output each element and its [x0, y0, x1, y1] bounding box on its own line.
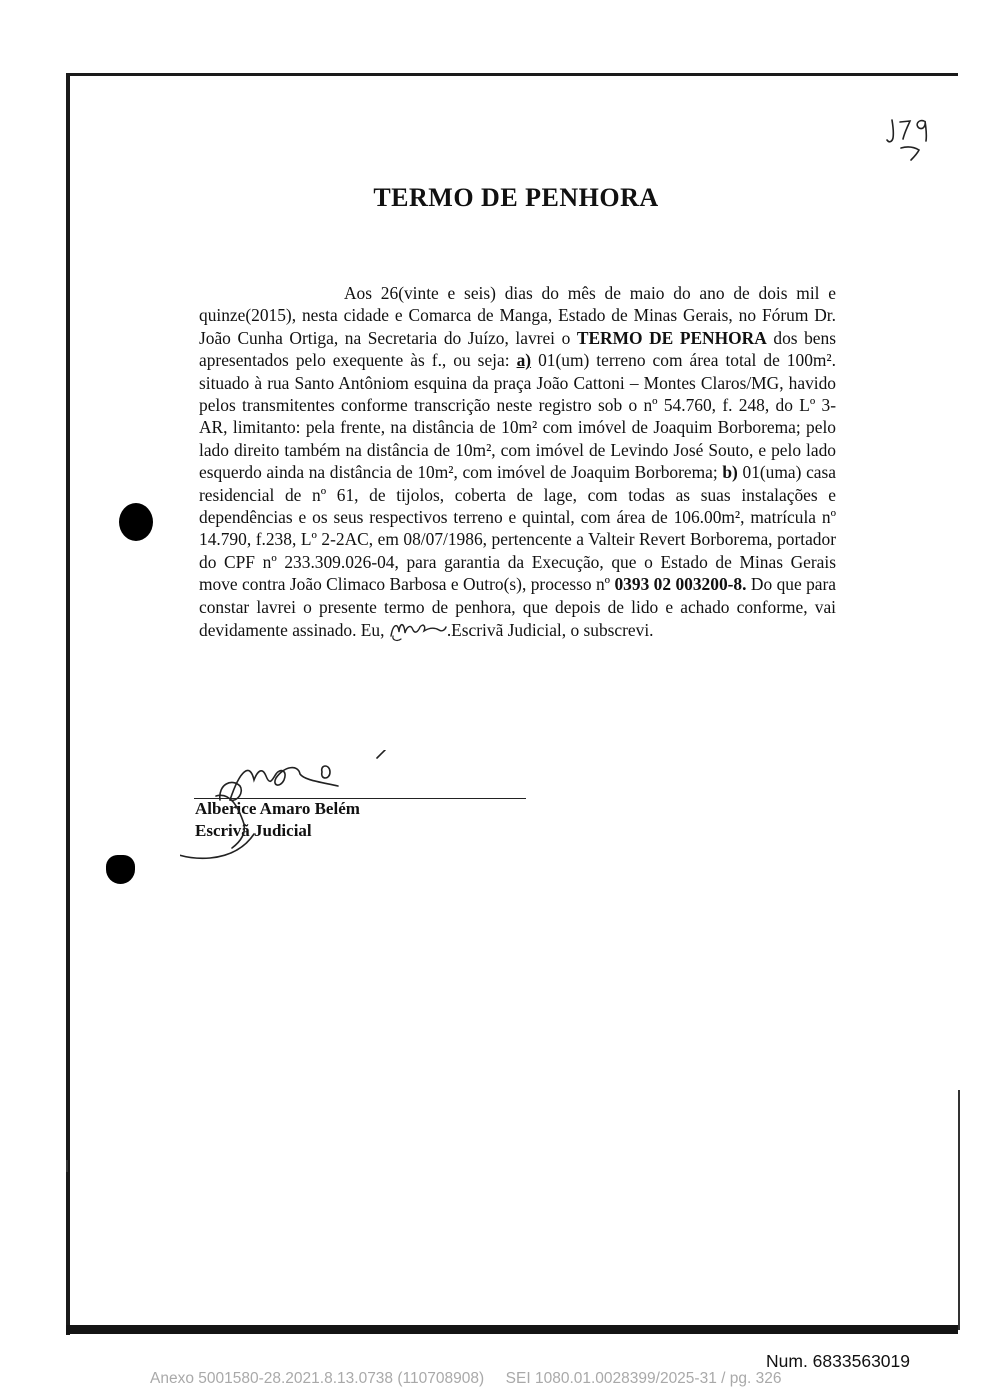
- scan-border-bottom: [66, 1325, 958, 1334]
- body-text-item-b: 01(uma) casa residencial de nº 61, de tijolos, coberta de lage, com todas as suas instalações e dependências e os seus respectivos terreno e quintal, com área de 106.00m², matrícula nº 14.790, f.238, Lº 2-2AC, em 08/07/1986, pertencente a Valteir Revert Borborema, portador do CPF nº 233.309.026-04, para garantia da Execução, que o Estado de Minas Gerais move contra João Climaco Barbosa e Outro(s), processo nº: [199, 462, 836, 595]
- scan-border-right: [958, 1090, 960, 1330]
- body-text-subscription: .Escrivã Judicial, o subscrevi.: [446, 620, 654, 641]
- signature-block: [180, 750, 540, 870]
- process-number: 0393 02 003200-8.: [614, 574, 747, 595]
- handwritten-folio-number: [884, 112, 944, 168]
- body-text-item-a: 01(um) terreno com área total de 100m². situado à rua Santo Antôniom esquina da praça João Cattoni – Montes Claros/MG, havido pelos transmitentes conforme transcrição neste registro sob o nº 54.760, f. 248, do Lº 3-AR, limitanto: pela frente, na distância de 10m² com imóvel de Joaquim Borborema; pelo lado direito também na distância de 10m², com imóvel de Levindo José Souto, e pelo lado esquerdo ainda na distância de 10m², com imóvel de Joaquim Borborema;: [199, 350, 836, 483]
- body-text-opening: Aos 26(vinte e seis) dias do mês de maio do ano de dois mil e quinze(2015), nesta cidade e Comarca de Manga, Estado de Minas Gerais, no Fórum Dr. João Cunha Ortiga, na Secretaria do Juízo, lavrei o: [199, 283, 836, 348]
- signer-name: Alberice Amaro Belém: [195, 799, 360, 818]
- footer-sei-reference: SEI 1080.01.0028399/2025-31 / pg. 326: [505, 1370, 782, 1387]
- scan-mark: [66, 1160, 68, 1172]
- item-a-marker: a): [516, 350, 532, 371]
- document-body: [199, 282, 836, 642]
- document-title: TERMO DE PENHORA: [373, 183, 659, 212]
- footer-annex-reference: Anexo 5001580-28.2021.8.13.0738 (110708908): [150, 1370, 485, 1387]
- handwritten-signature: [180, 750, 540, 870]
- body-text-closing: Do que para constar lavrei o presente termo de penhora, que depois de lido e achado conforme, vai devidamente assinado. Eu,: [199, 574, 837, 641]
- handwritten-initials: [389, 618, 447, 642]
- footer-reference: [150, 1370, 781, 1388]
- scan-border-left: [66, 73, 70, 1335]
- body-bold-term: TERMO DE PENHORA: [576, 327, 767, 348]
- punch-hole-top: [119, 503, 153, 541]
- punch-hole-bottom: [106, 855, 135, 884]
- signer-role: Escrivã Judicial: [195, 821, 312, 840]
- scan-border-top: [66, 73, 958, 76]
- body-text-goods: dos bens apresentados pelo exequente às f., ou seja:: [199, 327, 836, 371]
- item-b-marker: b): [722, 462, 738, 483]
- document-number-stamp: Num. 6833563019: [766, 1351, 910, 1371]
